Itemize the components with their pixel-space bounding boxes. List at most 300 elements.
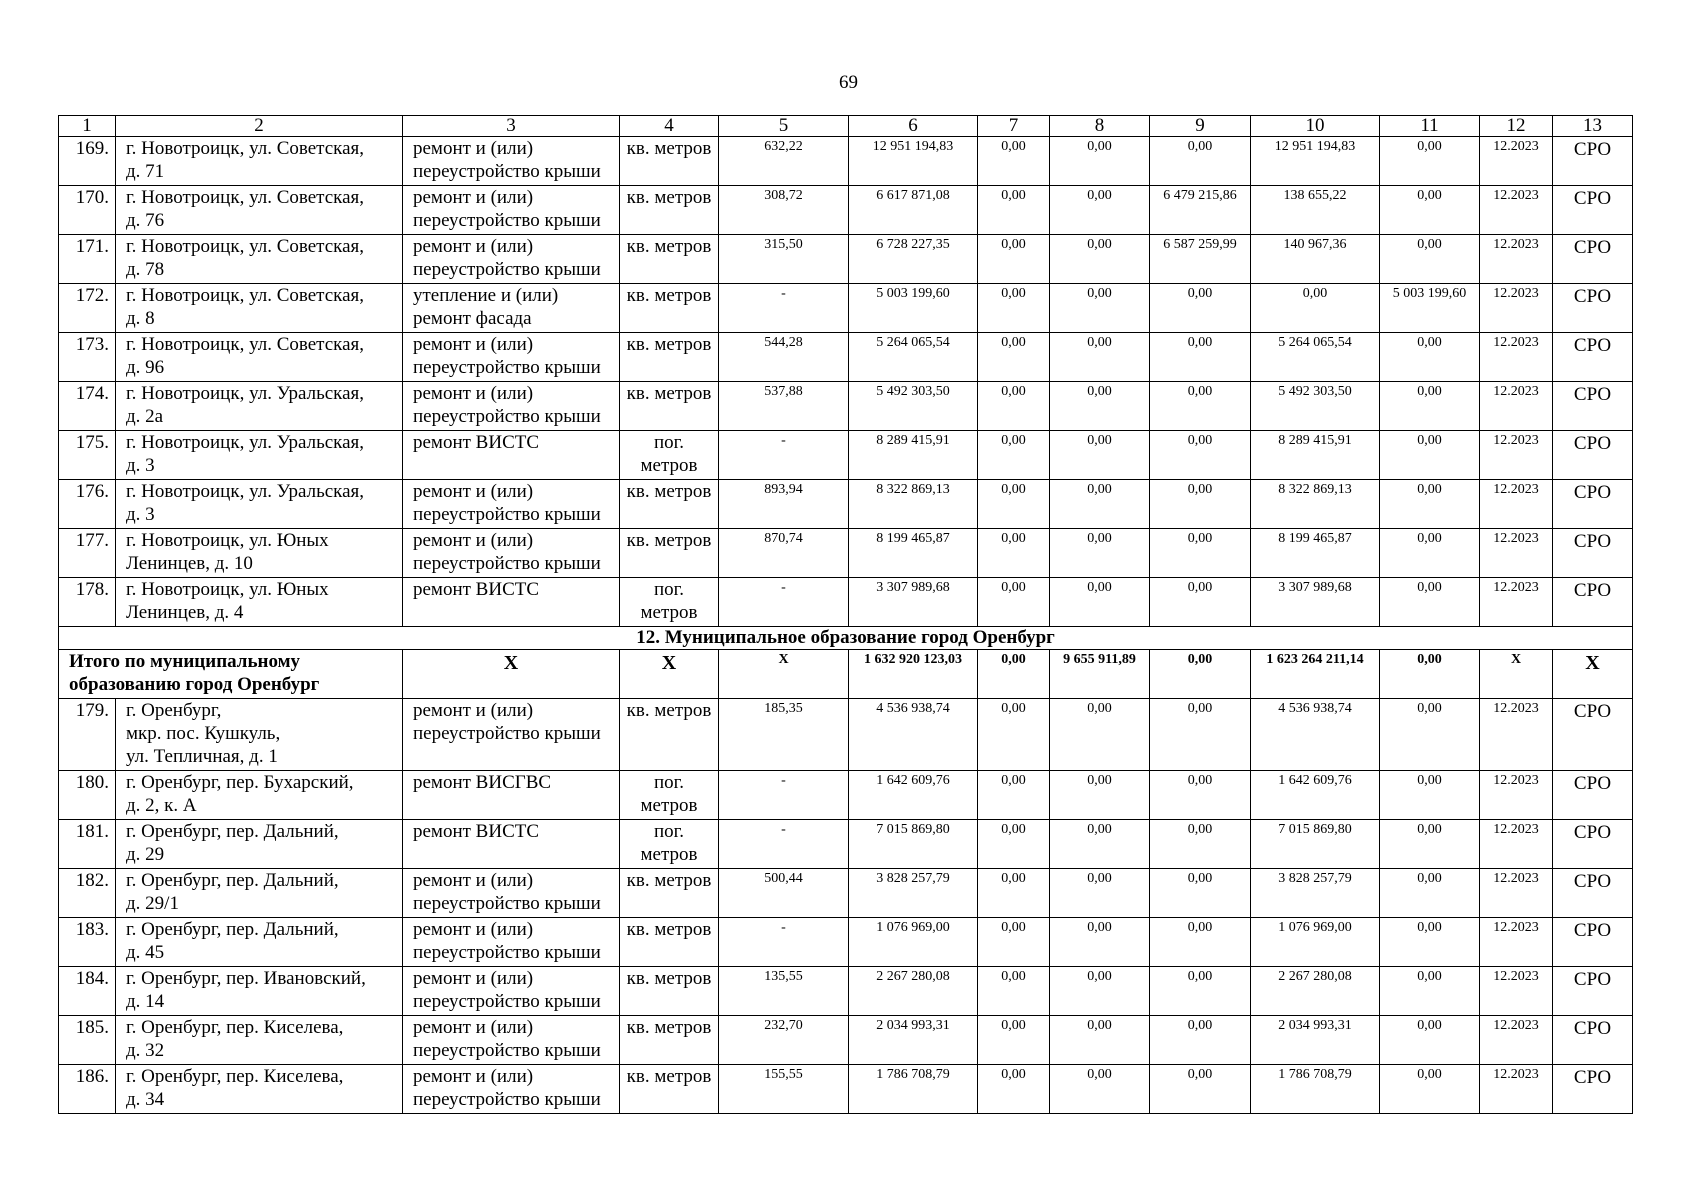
work-type-cell — [403, 186, 620, 235]
address-line: д. 8 — [126, 308, 155, 329]
work-type-cell — [403, 1016, 620, 1065]
organization-cell: СРО — [1553, 918, 1633, 967]
value-cell-10: 140 967,36 — [1251, 235, 1380, 284]
table-row — [59, 284, 1633, 333]
column-number: 5 — [719, 116, 849, 137]
value-cell-10: 1 786 708,79 — [1251, 1065, 1380, 1114]
address-cell — [116, 284, 403, 333]
work-type-line: переустройство крыши — [413, 504, 601, 525]
table-row — [59, 1016, 1633, 1065]
address-cell — [116, 186, 403, 235]
total-row — [59, 650, 1633, 699]
value-cell-11: 0,00 — [1380, 235, 1480, 284]
unit-cell — [620, 918, 719, 967]
unit-cell — [620, 382, 719, 431]
total-label — [59, 650, 403, 699]
address-line: д. 76 — [126, 210, 165, 231]
work-type-line: ремонт и (или) — [413, 700, 534, 721]
row-number: 169. — [59, 137, 116, 186]
address-line: г. Оренбург, пер. Дальний, — [126, 870, 339, 891]
value-cell-7: 0,00 — [978, 186, 1050, 235]
value-cell-7: 0,00 — [978, 235, 1050, 284]
value-cell-8: 0,00 — [1050, 771, 1150, 820]
value-cell-5: 632,22 — [719, 137, 849, 186]
unit-cell — [620, 235, 719, 284]
table-row — [59, 480, 1633, 529]
value-cell-5: 232,70 — [719, 1016, 849, 1065]
unit-line: пог. — [653, 432, 685, 453]
value-cell-5: 870,74 — [719, 529, 849, 578]
value-cell-8: 0,00 — [1050, 529, 1150, 578]
value-cell-9: 0,00 — [1150, 480, 1251, 529]
value-cell-7: 0,00 — [978, 578, 1050, 627]
address-line: г. Новотроицк, ул. Юных — [126, 579, 329, 600]
value-cell-8: 0,00 — [1050, 918, 1150, 967]
organization-cell: СРО — [1553, 382, 1633, 431]
address-cell — [116, 1016, 403, 1065]
value-cell-6: 1 076 969,00 — [849, 918, 978, 967]
value-cell-7: 0,00 — [978, 431, 1050, 480]
table-row — [59, 771, 1633, 820]
unit-cell — [620, 529, 719, 578]
work-type-line: переустройство крыши — [413, 406, 601, 427]
work-type-line: переустройство крыши — [413, 161, 601, 182]
row-number: 170. — [59, 186, 116, 235]
address-cell — [116, 480, 403, 529]
value-cell-7: 0,00 — [978, 284, 1050, 333]
unit-line: метров — [640, 795, 698, 816]
table-row — [59, 431, 1633, 480]
row-number: 179. — [59, 699, 116, 771]
value-cell-12: 12.2023 — [1480, 529, 1553, 578]
value-cell-10: 5 264 065,54 — [1251, 333, 1380, 382]
total-col-9: 0,00 — [1150, 650, 1251, 699]
address-cell — [116, 918, 403, 967]
value-cell-6: 3 307 989,68 — [849, 578, 978, 627]
work-type-line: ремонт и (или) — [413, 481, 534, 502]
value-cell-5: 544,28 — [719, 333, 849, 382]
work-type-line: утепление и (или) — [413, 285, 559, 306]
unit-line: кв. метров — [626, 968, 712, 989]
value-cell-10: 1 076 969,00 — [1251, 918, 1380, 967]
value-cell-5: 893,94 — [719, 480, 849, 529]
value-cell-12: 12.2023 — [1480, 382, 1553, 431]
value-cell-7: 0,00 — [978, 918, 1050, 967]
value-cell-9: 0,00 — [1150, 1016, 1251, 1065]
table-row — [59, 333, 1633, 382]
value-cell-12: 12.2023 — [1480, 967, 1553, 1016]
organization-cell: СРО — [1553, 431, 1633, 480]
organization-cell: СРО — [1553, 771, 1633, 820]
organization-cell: СРО — [1553, 333, 1633, 382]
value-cell-9: 0,00 — [1150, 333, 1251, 382]
address-cell — [116, 869, 403, 918]
value-cell-7: 0,00 — [978, 137, 1050, 186]
value-cell-7: 0,00 — [978, 529, 1050, 578]
unit-cell — [620, 967, 719, 1016]
value-cell-5: 308,72 — [719, 186, 849, 235]
value-cell-8: 0,00 — [1050, 1065, 1150, 1114]
address-cell — [116, 529, 403, 578]
value-cell-11: 0,00 — [1380, 1065, 1480, 1114]
address-line: г. Новотроицк, ул. Уральская, — [126, 432, 365, 453]
section-title: 12. Муниципальное образование город Оренбург — [59, 627, 1633, 650]
work-type-line: ремонт ВИСТС — [413, 579, 540, 600]
value-cell-10: 3 307 989,68 — [1251, 578, 1380, 627]
row-number: 173. — [59, 333, 116, 382]
value-cell-12: 12.2023 — [1480, 137, 1553, 186]
value-cell-8: 0,00 — [1050, 137, 1150, 186]
work-type-cell — [403, 967, 620, 1016]
organization-cell: СРО — [1553, 186, 1633, 235]
address-cell — [116, 333, 403, 382]
work-type-cell — [403, 431, 620, 480]
value-cell-5: - — [719, 820, 849, 869]
value-cell-5: 185,35 — [719, 699, 849, 771]
unit-cell — [620, 333, 719, 382]
unit-line: метров — [640, 455, 698, 476]
unit-line: кв. метров — [626, 383, 712, 404]
row-number: 174. — [59, 382, 116, 431]
value-cell-10: 138 655,22 — [1251, 186, 1380, 235]
total-col-12: X — [1480, 650, 1553, 699]
table-row — [59, 967, 1633, 1016]
address-line: г. Новотроицк, ул. Советская, — [126, 334, 365, 355]
unit-cell — [620, 186, 719, 235]
column-number: 4 — [620, 116, 719, 137]
value-cell-8: 0,00 — [1050, 1016, 1150, 1065]
value-cell-5: - — [719, 918, 849, 967]
value-cell-5: 155,55 — [719, 1065, 849, 1114]
work-type-cell — [403, 480, 620, 529]
organization-cell: СРО — [1553, 137, 1633, 186]
value-cell-11: 0,00 — [1380, 869, 1480, 918]
value-cell-11: 0,00 — [1380, 967, 1480, 1016]
value-cell-6: 2 267 280,08 — [849, 967, 978, 1016]
value-cell-8: 0,00 — [1050, 284, 1150, 333]
unit-line: кв. метров — [626, 700, 712, 721]
value-cell-9: 0,00 — [1150, 431, 1251, 480]
address-line: д. 2а — [126, 406, 164, 427]
address-line: д. 3 — [126, 455, 155, 476]
section-block — [59, 627, 1633, 699]
value-cell-5: 315,50 — [719, 235, 849, 284]
unit-line: пог. — [653, 579, 685, 600]
value-cell-6: 7 015 869,80 — [849, 820, 978, 869]
column-number: 6 — [849, 116, 978, 137]
work-type-line: переустройство крыши — [413, 1089, 601, 1110]
work-type-cell — [403, 578, 620, 627]
work-type-line: ремонт и (или) — [413, 383, 534, 404]
value-cell-8: 0,00 — [1050, 431, 1150, 480]
row-number: 171. — [59, 235, 116, 284]
value-cell-9: 0,00 — [1150, 284, 1251, 333]
address-line: г. Новотроицк, ул. Советская, — [126, 236, 365, 257]
work-type-line: ремонт фасада — [413, 308, 532, 329]
total-col-5: X — [719, 650, 849, 699]
value-cell-9: 0,00 — [1150, 137, 1251, 186]
total-label-line: образованию город Оренбург — [69, 674, 320, 695]
total-col-8: 9 655 911,89 — [1050, 650, 1150, 699]
value-cell-6: 8 199 465,87 — [849, 529, 978, 578]
address-line: д. 3 — [126, 504, 155, 525]
work-type-line: переустройство крыши — [413, 942, 601, 963]
unit-cell — [620, 480, 719, 529]
value-cell-12: 12.2023 — [1480, 918, 1553, 967]
value-cell-6: 5 264 065,54 — [849, 333, 978, 382]
value-cell-7: 0,00 — [978, 480, 1050, 529]
value-cell-7: 0,00 — [978, 869, 1050, 918]
work-type-cell — [403, 333, 620, 382]
organization-cell: СРО — [1553, 529, 1633, 578]
value-cell-11: 0,00 — [1380, 1016, 1480, 1065]
address-cell — [116, 431, 403, 480]
work-type-line: ремонт и (или) — [413, 1017, 534, 1038]
address-line: д. 71 — [126, 161, 165, 182]
address-line: д. 78 — [126, 259, 165, 280]
value-cell-11: 5 003 199,60 — [1380, 284, 1480, 333]
value-cell-6: 5 492 303,50 — [849, 382, 978, 431]
organization-cell: СРО — [1553, 578, 1633, 627]
value-cell-10: 8 289 415,91 — [1251, 431, 1380, 480]
table-row — [59, 186, 1633, 235]
value-cell-9: 0,00 — [1150, 529, 1251, 578]
work-type-line: ремонт и (или) — [413, 236, 534, 257]
value-cell-11: 0,00 — [1380, 771, 1480, 820]
address-cell — [116, 771, 403, 820]
value-cell-9: 6 587 259,99 — [1150, 235, 1251, 284]
value-cell-11: 0,00 — [1380, 578, 1480, 627]
address-cell — [116, 382, 403, 431]
row-number: 177. — [59, 529, 116, 578]
column-number: 3 — [403, 116, 620, 137]
address-line: мкр. пос. Кушкуль, — [126, 723, 281, 744]
unit-line: кв. метров — [626, 481, 712, 502]
address-cell — [116, 699, 403, 771]
address-line: г. Новотроицк, ул. Советская, — [126, 138, 365, 159]
table-row — [59, 529, 1633, 578]
unit-cell — [620, 820, 719, 869]
address-line: г. Новотроицк, ул. Уральская, — [126, 383, 365, 404]
organization-cell: СРО — [1553, 284, 1633, 333]
work-type-line: ремонт и (или) — [413, 870, 534, 891]
column-number: 8 — [1050, 116, 1150, 137]
value-cell-6: 6 728 227,35 — [849, 235, 978, 284]
value-cell-12: 12.2023 — [1480, 284, 1553, 333]
unit-cell — [620, 284, 719, 333]
value-cell-8: 0,00 — [1050, 820, 1150, 869]
total-col-4: X — [620, 650, 719, 699]
work-type-line: ремонт ВИСТС — [413, 821, 540, 842]
value-cell-5: - — [719, 771, 849, 820]
work-type-cell — [403, 235, 620, 284]
value-cell-6: 3 828 257,79 — [849, 869, 978, 918]
column-number: 2 — [116, 116, 403, 137]
work-type-line: переустройство крыши — [413, 553, 601, 574]
value-cell-9: 0,00 — [1150, 771, 1251, 820]
work-type-cell — [403, 869, 620, 918]
column-number: 7 — [978, 116, 1050, 137]
table-row — [59, 235, 1633, 284]
value-cell-12: 12.2023 — [1480, 820, 1553, 869]
value-cell-6: 2 034 993,31 — [849, 1016, 978, 1065]
value-cell-12: 12.2023 — [1480, 869, 1553, 918]
work-type-line: ремонт ВИСГВС — [413, 772, 552, 793]
organization-cell: СРО — [1553, 869, 1633, 918]
work-type-cell — [403, 284, 620, 333]
address-line: д. 45 — [126, 942, 165, 963]
row-number: 176. — [59, 480, 116, 529]
value-cell-7: 0,00 — [978, 967, 1050, 1016]
value-cell-7: 0,00 — [978, 382, 1050, 431]
value-cell-11: 0,00 — [1380, 820, 1480, 869]
value-cell-7: 0,00 — [978, 333, 1050, 382]
value-cell-8: 0,00 — [1050, 578, 1150, 627]
work-type-cell — [403, 529, 620, 578]
value-cell-11: 0,00 — [1380, 480, 1480, 529]
address-cell — [116, 137, 403, 186]
value-cell-7: 0,00 — [978, 699, 1050, 771]
address-line: ул. Тепличная, д. 1 — [126, 746, 278, 767]
value-cell-8: 0,00 — [1050, 186, 1150, 235]
address-cell — [116, 578, 403, 627]
row-number: 184. — [59, 967, 116, 1016]
address-line: г. Новотроицк, ул. Советская, — [126, 285, 365, 306]
organization-cell: СРО — [1553, 480, 1633, 529]
address-line: д. 32 — [126, 1040, 165, 1061]
value-cell-8: 0,00 — [1050, 967, 1150, 1016]
value-cell-10: 8 322 869,13 — [1251, 480, 1380, 529]
value-cell-12: 12.2023 — [1480, 333, 1553, 382]
value-cell-7: 0,00 — [978, 771, 1050, 820]
value-cell-6: 1 642 609,76 — [849, 771, 978, 820]
value-cell-8: 0,00 — [1050, 235, 1150, 284]
address-cell — [116, 1065, 403, 1114]
work-type-line: переустройство крыши — [413, 991, 601, 1012]
work-type-line: ремонт и (или) — [413, 138, 534, 159]
value-cell-12: 12.2023 — [1480, 480, 1553, 529]
value-cell-9: 0,00 — [1150, 1065, 1251, 1114]
unit-line: пог. — [653, 821, 685, 842]
unit-cell — [620, 137, 719, 186]
value-cell-9: 0,00 — [1150, 578, 1251, 627]
address-line: д. 29/1 — [126, 893, 179, 914]
total-col-6: 1 632 920 123,03 — [849, 650, 978, 699]
row-number: 175. — [59, 431, 116, 480]
work-type-cell — [403, 382, 620, 431]
table-row — [59, 578, 1633, 627]
value-cell-12: 12.2023 — [1480, 1065, 1553, 1114]
value-cell-9: 0,00 — [1150, 918, 1251, 967]
column-number: 1 — [59, 116, 116, 137]
work-type-line: ремонт и (или) — [413, 919, 534, 940]
organization-cell: СРО — [1553, 820, 1633, 869]
address-line: д. 96 — [126, 357, 165, 378]
section-row — [59, 627, 1633, 650]
row-number: 183. — [59, 918, 116, 967]
address-line: г. Новотроицк, ул. Советская, — [126, 187, 365, 208]
work-type-line: переустройство крыши — [413, 210, 601, 231]
value-cell-9: 0,00 — [1150, 382, 1251, 431]
page-number: 69 — [839, 72, 858, 93]
work-type-line: переустройство крыши — [413, 259, 601, 280]
column-number: 9 — [1150, 116, 1251, 137]
value-cell-8: 0,00 — [1050, 480, 1150, 529]
work-type-line: переустройство крыши — [413, 1040, 601, 1061]
total-col-13: X — [1553, 650, 1633, 699]
work-type-cell — [403, 699, 620, 771]
organization-cell: СРО — [1553, 1065, 1633, 1114]
row-number: 180. — [59, 771, 116, 820]
value-cell-6: 5 003 199,60 — [849, 284, 978, 333]
value-cell-11: 0,00 — [1380, 137, 1480, 186]
address-line: г. Оренбург, пер. Киселева, — [126, 1017, 344, 1038]
organization-cell: СРО — [1553, 1016, 1633, 1065]
address-line: Ленинцев, д. 10 — [126, 553, 253, 574]
address-line: г. Оренбург, — [126, 700, 222, 721]
row-number: 185. — [59, 1016, 116, 1065]
value-cell-10: 5 492 303,50 — [1251, 382, 1380, 431]
total-col-11: 0,00 — [1380, 650, 1480, 699]
value-cell-8: 0,00 — [1050, 699, 1150, 771]
unit-line: кв. метров — [626, 919, 712, 940]
value-cell-11: 0,00 — [1380, 918, 1480, 967]
value-cell-6: 1 786 708,79 — [849, 1065, 978, 1114]
value-cell-12: 12.2023 — [1480, 578, 1553, 627]
value-cell-10: 0,00 — [1251, 284, 1380, 333]
work-type-line: ремонт и (или) — [413, 968, 534, 989]
value-cell-8: 0,00 — [1050, 869, 1150, 918]
organization-cell: СРО — [1553, 699, 1633, 771]
unit-cell — [620, 1065, 719, 1114]
value-cell-10: 2 267 280,08 — [1251, 967, 1380, 1016]
work-type-line: переустройство крыши — [413, 893, 601, 914]
rows-after-section — [59, 699, 1633, 1114]
unit-cell — [620, 578, 719, 627]
value-cell-8: 0,00 — [1050, 382, 1150, 431]
value-cell-5: - — [719, 284, 849, 333]
work-type-line: переустройство крыши — [413, 723, 601, 744]
value-cell-10: 12 951 194,83 — [1251, 137, 1380, 186]
unit-line: кв. метров — [626, 236, 712, 257]
address-line: г. Оренбург, пер. Дальний, — [126, 821, 339, 842]
value-cell-7: 0,00 — [978, 1016, 1050, 1065]
table-row — [59, 1065, 1633, 1114]
value-cell-6: 12 951 194,83 — [849, 137, 978, 186]
value-cell-12: 12.2023 — [1480, 431, 1553, 480]
value-cell-6: 6 617 871,08 — [849, 186, 978, 235]
address-line: г. Оренбург, пер. Киселева, — [126, 1066, 344, 1087]
value-cell-10: 1 642 609,76 — [1251, 771, 1380, 820]
address-line: Ленинцев, д. 4 — [126, 602, 244, 623]
column-number: 12 — [1480, 116, 1553, 137]
value-cell-6: 4 536 938,74 — [849, 699, 978, 771]
value-cell-10: 4 536 938,74 — [1251, 699, 1380, 771]
address-cell — [116, 235, 403, 284]
value-cell-12: 12.2023 — [1480, 771, 1553, 820]
row-number: 181. — [59, 820, 116, 869]
value-cell-10: 8 199 465,87 — [1251, 529, 1380, 578]
value-cell-11: 0,00 — [1380, 529, 1480, 578]
row-number: 172. — [59, 284, 116, 333]
unit-line: метров — [640, 844, 698, 865]
value-cell-11: 0,00 — [1380, 699, 1480, 771]
unit-cell — [620, 431, 719, 480]
unit-line: кв. метров — [626, 1066, 712, 1087]
value-cell-12: 12.2023 — [1480, 235, 1553, 284]
unit-line: кв. метров — [626, 1017, 712, 1038]
work-type-cell — [403, 137, 620, 186]
